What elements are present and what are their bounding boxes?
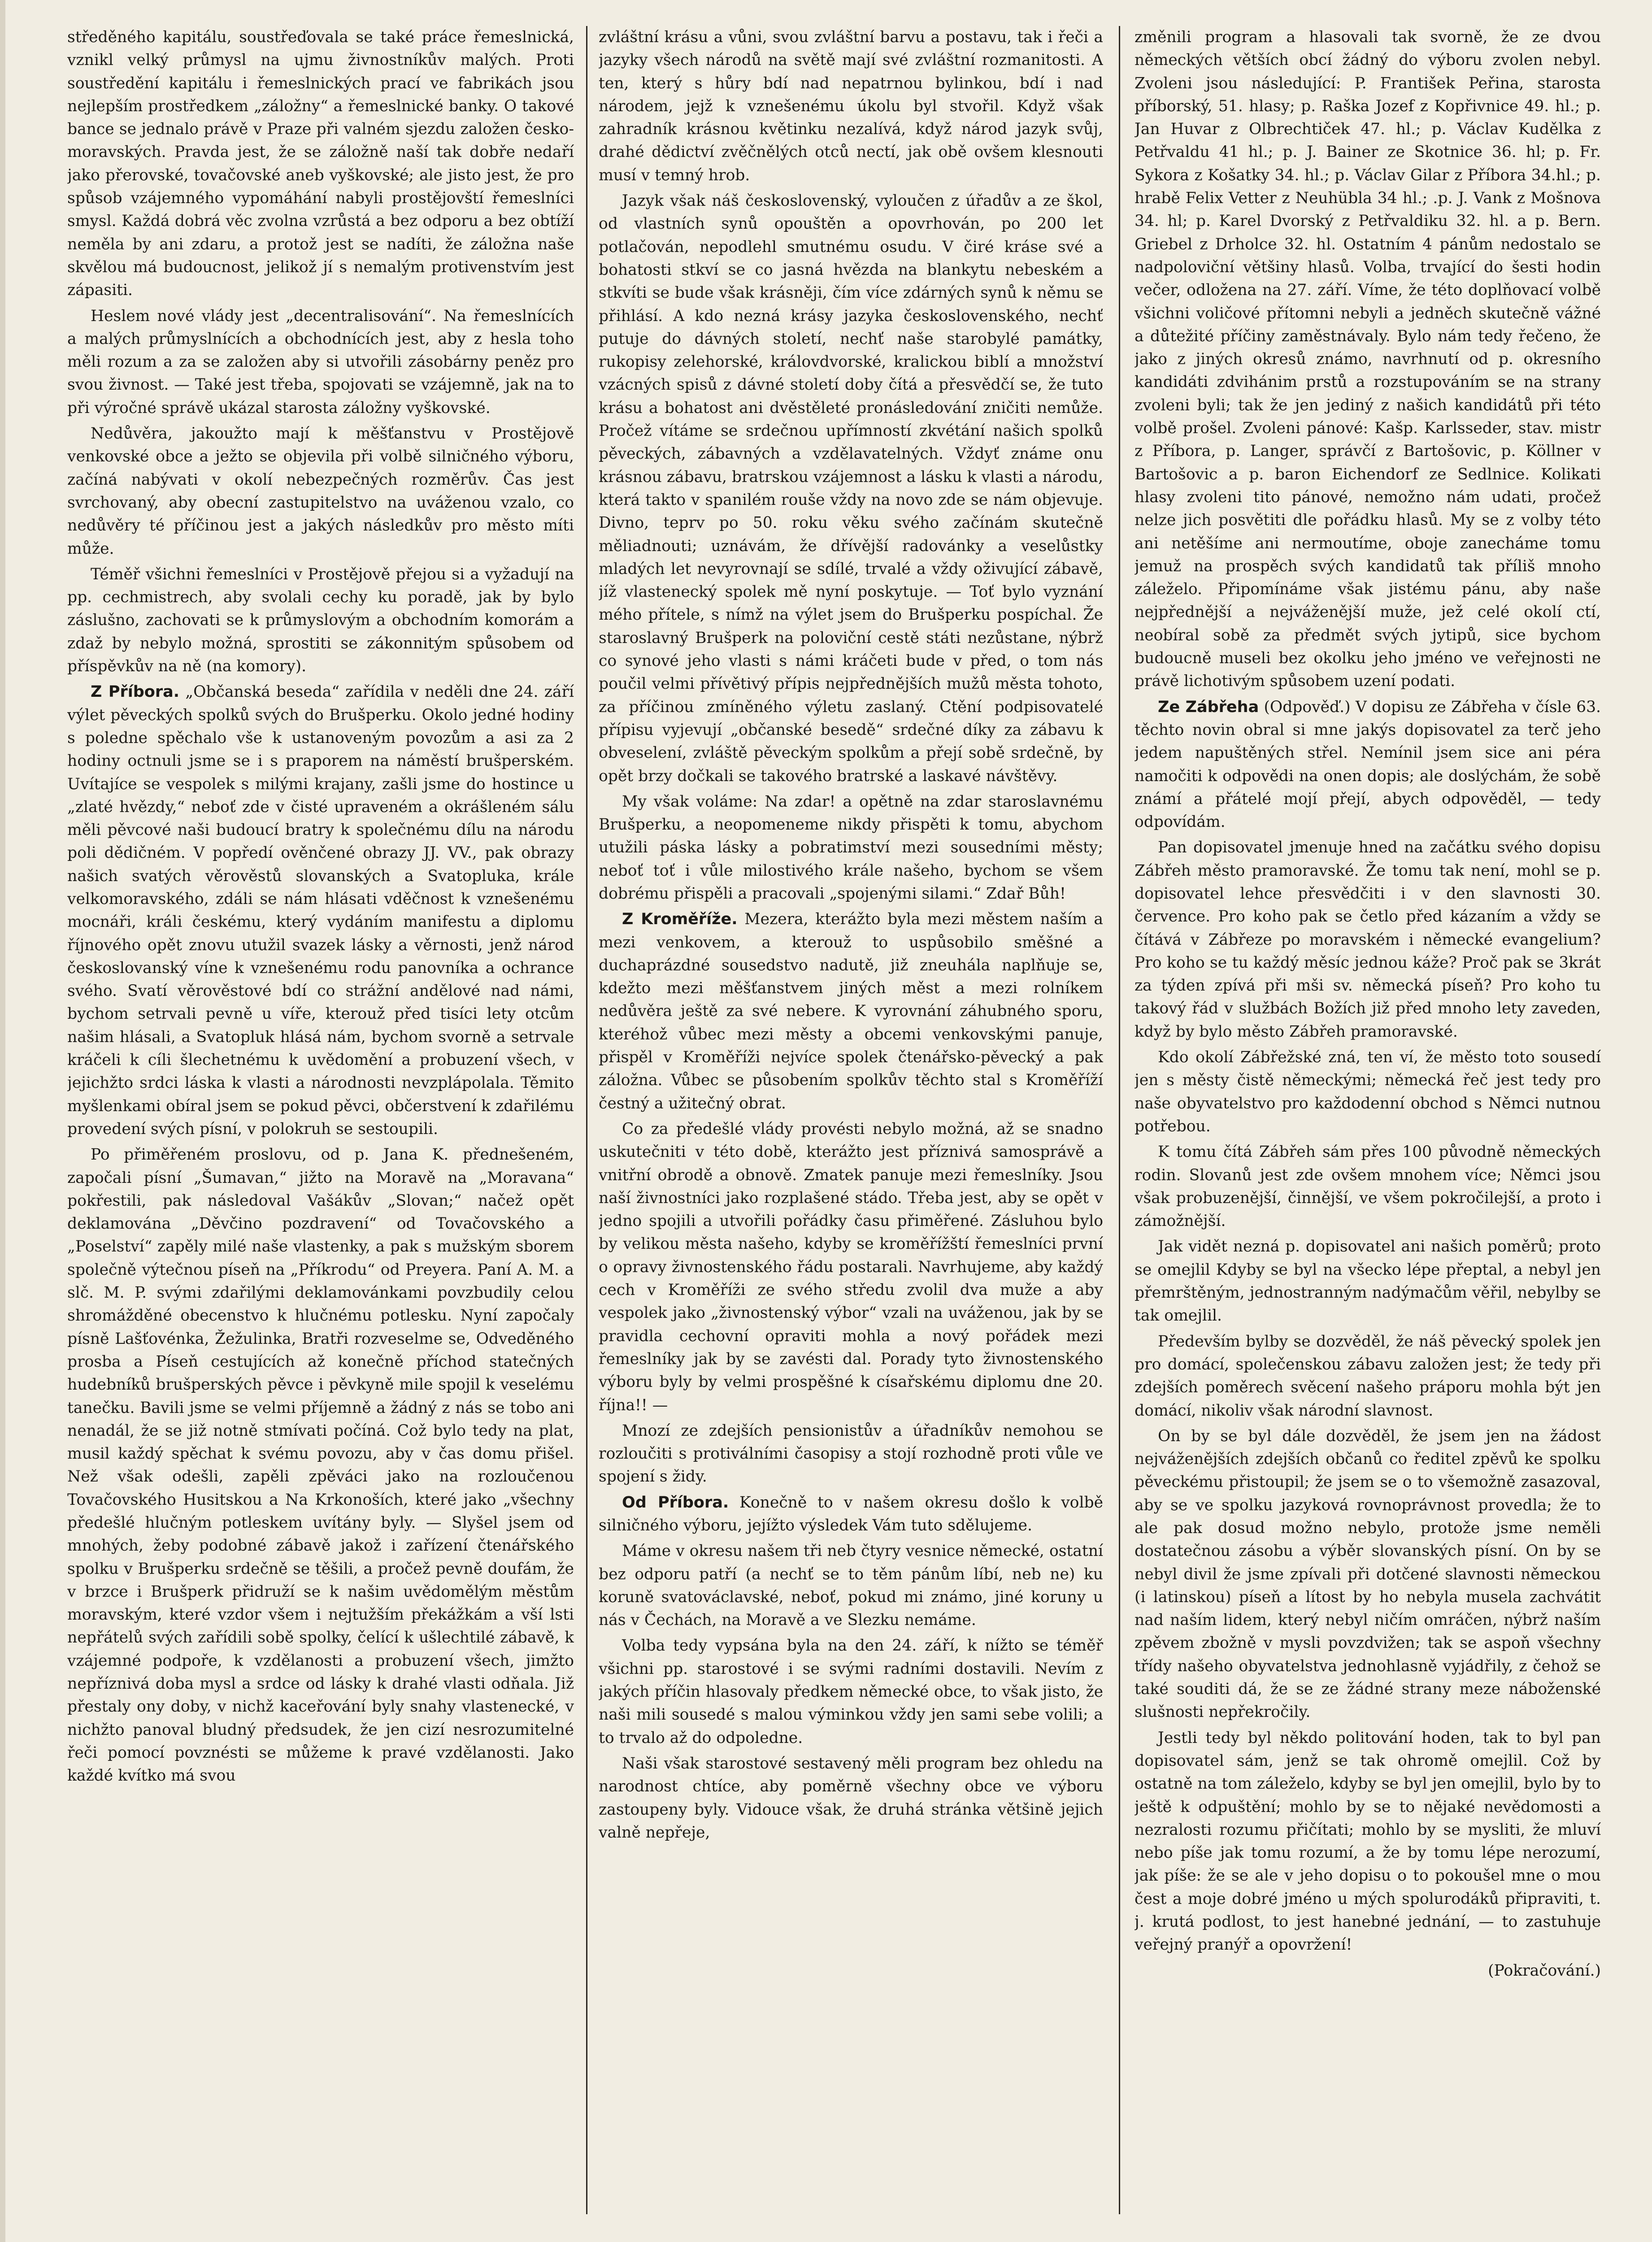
paragraph-text: K tomu čítá Zábřeh sám přes 100 původně německých rodin. Slovanů jest zde ovšem mnohem více; Němci jsou však probuzenější, činnější, ve všem pokročilejší, a proto i zámožnější. xyxy=(1135,1143,1601,1230)
paragraph-text: Jazyk však náš československý, vyloučen z úřadův a ze škol, od vlastních synů opouštěn a opovrhován, po 200 let potlačován, nepodlehl smutnému osudu. V čiré kráse své a bohatosti stkví se co jasná hvězda na blankytu nebeském a stkvíti se bude však krásněji, čím více zdárných synů k němu se přihlásí. A kdo nezná krásy jazyka československého, nechť putuje do dávných století, nechť naše starobylé památky, rukopisy zelehorské, královdvorské, kralickou biblí a množství vzácných spisů z dávné století doby čítá a přesvědčí se, že tuto krásu a bohatost ani dvěstěleté pronásledování zničiti nemůže. Pročež vítáme se srdečnou upřímností zkvétání našich spolků pěveckých, zábavných a vzdělavatelných. Vždyť známe onu krásnou zábavu, bratrskou vzájemnost a lásku k vlasti a národu, která takto v spanilém rouše vždy na novo zde se nám objevuje. Divno, teprv po 50. roku věku svého začínám skutečně měliadnouti; uznávám, že dřívější radovánky a veselůstky mladých let nevyrovnají se sdílé, trvalé a vždy oživující zábavě, jíž vlastenecký spolek mě nyní poskytuje. — Toť bylo vyznání mého přítele, s nímž na výlet jsem do Brušperku pospíchal. Že staroslavný Brušperk na poloviční cestě státi nezůstane, nýbrž co synové jeho vlasti s námi kráčeti bude v před, o tom nás poučil velmi přívětivý přípis nejpřednějších mužů města tohoto, za příčinou zmíněného výletu zaslaný. Ctění podpisovatelé přípisu vyjevují „občanské besedě“ srdečné díky za zábavu k obveselení, zvláště pěveckým spolkům a přejí sobě srdečně, by opět brzy dočkali se takového bratrské a laskavé návštěvy. xyxy=(599,192,1103,785)
article-paragraph xyxy=(1135,1960,1601,1982)
paragraph-text: Mezera, kterážto byla mezi městem naším a mezi venkovem, a kterouž to uspůsobilo směšné a duchaprázdné sousedstvo nadutě, již zneuhála naplňuje se, kdežto mezi měšťanstvem jiných měst a mezi rolníkem nedůvěra ještě za své nebere. K vyrovnání záhubného sporu, kteréhož vůbec mezi městy a obcemi venkovskými panuje, přispěl v Kroměříži nejvíce spolek čtenářsko-pěvecký a pak záložna. Vůbec se působením spolkův těchto stal s Kroměříží čestný a užitečný obrat. xyxy=(599,910,1103,1112)
paragraph-text: My však voláme: Na zdar! a opětně na zdar staroslavnému Brušperku, a neopomeneme nikdy přispěti k tomu, abychom utužili páska lásky a pobratimství mezi sousedními městy; neboť toť i vůle milostivého krále našeho, bychom se všem dobrému přispěli a pracovali „spojenými silami.“ Zdař Bůh! xyxy=(599,792,1103,903)
article-heading: Z Příbora. xyxy=(91,683,180,701)
paragraph-text: Heslem nové vlády jest „decentralisování“. Na řemeslnících a malých průmyslnících a obchodnících jest, aby z hesla toho měli rozum a za se založen aby si utvořili zásobárny peněz pro svou živnost. — Také jest třeba, spojovati se vzájemně, jak na to při výročné správě ukázal starosta záložny vyškovské. xyxy=(67,307,574,417)
newspaper-page xyxy=(67,26,1601,2214)
article-paragraph xyxy=(1135,1727,1601,1957)
column-divider xyxy=(586,26,587,2214)
paragraph-text: změnili program a hlasovali tak svorně, že ze dvou německých větších obcí žádný do výboru zvolen nebyl. Zvoleni jsou následující: P. František Peřina, starosta příborský, 51. hlasy; p. Raška Jozef z Kopřivnice 49. hl.; p. Jan Huvar z Olbrechtiček 47. hl.; p. Václav Kudělka z Petřvaldu 41 hl.; p. J. Bainer ze Skotnice 36. hl; p. Fr. Sykora z Košatky 34. hl.; p. Václav Gilar z Příbora 34.hl.; p. hrabě Felix Vetter z Neuhübla 34 hl.; .p. J. Vank z Mošnova 34. hl; p. Karel Dvorský z Petřvaldiku 32. hl. a p. Bern. Griebel z Drholce 32. hl. Ostatním 4 pánům nedostalo se nadpoloviční většiny hlasů. Volba, trvající do šesti hodin večer, odložena na 27. září. Víme, že této doplňovací volbě všichni voličové přítomni nebyli a jedněch skutečně vážné a důtežité příčiny zaměstnávaly. Bylo nám tedy řečeno, že jako z jiných okresů známo, navrhnutí od p. okresního kandidáti zdvihánim prstů a rozstupováním se na strany zvoleni byli; tak že jen jediný z našich kandidátů při této volbě prošel. Zvoleni pánové: Kašp. Karlsseder, stav. mistr z Příbora, p. Langer, správčí z Bartošovic, p. Köllner v Bartošovic a p. baron Eichendorf ze Sedlnice. Kolikati hlasy zvoleni tito pánové, nemožno nám udati, pročež nelze jich posvětiti dle pořádku hlasů. My se z volby této ani netěšíme ani nermoutíme, oboje zanecháme tomu jemuž na prospěch svých kandidatů tak příliš mnoho záleželo. Připomínáme však jistému pánu, aby naše nejpřednější a nejváženější muže, jež celé okolí ctí, neobíral sobě za předmět svých jytipů, sice bychom budoucně museli bez okolku jeho jméno ve veřejnosti ne právě lichotivým spůsobem uzení podati. xyxy=(1135,28,1601,691)
paragraph-text: Především bylby se dozvěděl, že náš pěvecký spolek jen pro domácí, společenskou zábavu založen jest; že tedy při zdejších poměrech svěcení našeho práporu mohla být jen domácí, nikoliv však národní slavnost. xyxy=(1135,1332,1601,1420)
column-1 xyxy=(67,26,574,2214)
paragraph-text: Pan dopisovatel jmenuje hned na začátku svého dopisu Zábřeh město pramoravské. Že tomu tak není, mohl se p. dopisovatel lehce přesvědčiti i v den slavnosti 30. července. Pro koho pak se četlo před kázaním a vždy se čítává v Zábřeze po moravském i německé evangelium? Pro koho se tu každý měsíc jednou káže? Proč pak se 3krát za týden zpívá při mši sv. německá píseň? Pro koho tu takový řád v službách Božích již před mnoho lety zaveden, když by bylo město Zábřeh pramoravské. xyxy=(1135,839,1601,1041)
paragraph-text: „Občanská beseda“ zařídila v neděli dne 24. září výlet pěveckých spolků svých do Brušperku. Okolo jedné hodiny s poledne spěchalo vše k ustanoveným povozům a asi za 2 hodiny octnuli jsme se i s praporem na náměstí brušperském. Uvítajíce se vespolek s milými krajany, zašli jsme do hostince u „zlaté hvězdy,“ neboť zde v čisté upraveném a okrášleném sálu měli pěvcové naši budoucí bratry k společnému dílu na národu poli dědičném. V popředí ověnčené obrazy JJ. VV., pak obrazy našich svatých věrověstů slovanských a Svatopluka, krále velkomoravského, zdáli se nám hlásati vděčnost k vznešenému mocnáři, králi českému, který vydáním manifestu a diplomu říjnového opět znovu utužil svazek lásky a věrnosti, jenž národ českoslovanský víne k vznešenému rodu panovníka a ochrance svého. Svatí věrověstové bdí co strážní andělové nad námi, bychom setrvali pevně u víře, kterouž před tisíci lety otcům našim hlásali, a Svatopluk hlásá nám, bychom svorně a setrvale kráčeli k cíli šlechetnému k uvědomění a probuzení všech, v jejichžto srdci láska k vlasti a národnosti nevzplápolala. Těmito myšlenkami obíral jsem se pokud pěvci, občerstvení k zdařilému provedení svých písní, v polokruh se sestoupili. xyxy=(67,683,574,1138)
paragraph-text: Mnozí ze zdejších pensionistův a úřadníkův nemohou se rozloučiti s protiválními časopisy a stojí rozhodně proti vůle ve spojení s židy. xyxy=(599,1421,1103,1486)
paragraph-text: (Odpověď.) V dopisu ze Zábřeha v čísle 63. těchto novin obral si mne jakýs dopisovatel za terč jeho jedem napuštěných střel. Nemínil jsem sice ani péra namočiti k odpovědi na onen dopis; ale doslýchám, že sobě známí a přátelé mojí přejí, abych odpověděl, — tedy odpovídám. xyxy=(1135,698,1601,831)
paragraph-text: Konečně to v našem okresu došlo k volbě silničného výboru, jejížto výsledek Vám tuto sdělujeme. xyxy=(599,1493,1103,1534)
article-paragraph xyxy=(67,563,574,678)
article-paragraph xyxy=(599,1752,1103,1844)
paragraph-text: Po přiměřeném proslovu, od p. Jana K. přednešeném, započali písní „Šumavan,“ jižto na Moravě na „Moravana“ pokřestili, pak následoval Vašákův „Slovan;“ načež opět deklamována „Děvčino pozdravení“ od Tovačovského a „Poselství“ zapěly milé naše vlastenky, a pak s mužským sborem společně výtečnou píseň na „Příkrodu“ od Preyera. Paní A. M. a slč. M. P. svými zdařilými deklamovánkami povzbudily celou shromážděné obecenstvo k hlučnému potlesku. Nyní započaly písně Lašťovénka, Žežulinka, Bratři rozveselme se, Odveděného prosba a Píseň cestujících až konečně příchod statečných hudebníků brušperských pěvce i pěvkyně mile spojil k veselému tanečku. Bavili jsme se velmi příjemně a žádný z nás se tobo ani nenadál, že se již notně stmívati počíná. Což bylo tedy na plat, musil každý spěchat k svému povozu, aby v čas domu přišel. Než však odešli, zapěli zpěváci jako na rozloučenou Tovačovského Husitskou a Na Krkonoších, které jako „všechny předešlé hlučným potleskem uvítány byly. — Slyšel jsem od mnohých, žeby podobné zábavě jakož i zařízení čtenářského spolku v Brušperku srdečně se těšili, a pročež pevně doufám, že v brzce i Brušperk přidruží se k našim uvědomělým městům moravským, které vzdor všem i nejtužším překážkám a vší lsti nepřátelů svých zařídili sobě spolky, čelící k ušlechtilé zábavě, k vzájemné podpoře, k vzdělanosti a probuzení všech, jimžto nepříznivá doba mysl a srdce od lásky k drahé vlasti odňala. Již přestaly ony doby, v nichž kaceřování byly snahy vlastenecké, v nichžto panoval bludný předsudek, že jen cizí nesrozumitelné řeči pomocí povznésti se můžeme k pravé vzdělanosti. Jako každé kvítko má svou xyxy=(67,1146,574,1785)
article-paragraph xyxy=(599,1118,1103,1417)
article-paragraph xyxy=(1135,1235,1601,1327)
paragraph-text: Naši však starostové sestavený měli program bez ohledu na narodnost chtíce, aby poměrně všechny obce ve výboru zastoupeny byly. Vidouce však, že druhá stránka většině jejich valně nepřeje, xyxy=(599,1754,1103,1842)
paragraph-text: Nedůvěra, jakoužto mají k měšťanstvu v Prostějově venkovské obce a ježto se objevila při volbě silničného výboru, začíná nabývati v okolí nebezpečných rozměrův. Čas jest svrchovaný, aby obecní zastupitelstvo na uváženou vzalo, co nedůvěry té příčinou jest a jakých následkův pro město míti může. xyxy=(67,425,574,558)
paragraph-text: Jak vidět nezná p. dopisovatel ani našich poměrů; proto se omejlil Kdyby se byl na všecko lépe přeptal, a nebyl jen přemrštěným, jednostranným nadýmačům věřil, nebylby se tak omejlil. xyxy=(1135,1238,1601,1325)
article-paragraph xyxy=(599,1540,1103,1632)
paragraph-text: Kdo okolí Zábřežské zná, ten ví, že město toto sousedí jen s městy čistě německými; německá řeč jest tedy pro naše obyvatelstvo pro každodenní obchod s Němci nutnou potřebou. xyxy=(1135,1048,1601,1135)
article-heading: Ze Zábřeha xyxy=(1158,698,1259,716)
article-paragraph xyxy=(599,791,1103,905)
article-paragraph xyxy=(599,26,1103,187)
article-paragraph xyxy=(1135,1330,1601,1422)
article-paragraph xyxy=(1135,1141,1601,1233)
column-divider xyxy=(1119,26,1120,2214)
article-paragraph xyxy=(599,908,1103,1115)
article-paragraph xyxy=(67,681,574,1141)
paragraph-text: On by se byl dále dozvěděl, že jsem jen na žádost nejváženějších zdejších občanů co ředitel zpěvů ke spolku pěveckému přistoupil; že jsem se o to všemožně zasazoval, aby se ve spolku jazyková rovnoprávnost provedla; že to ale pak dosud možno nebylo, protože jsme neměli dostatečnou zásobu a výběr slovanských písní. On by se nebyl divil že jsme zpívali při dotčené slavnosti německou (i latinskou) píseň a lítost by ho nebyla musela zachvátit nad naším lidem, který nebyl ničím omráčen, nýbrž naším zpěvem zbožně v mysli povzdvižen; tak se aspoň všechny třídy našeho obyvatelstva jednohlasně vyjádřily, z čehož se také souditi dá, že se ze žádné strany meze náboženské slušnosti nepřekročily. xyxy=(1135,1427,1601,1721)
article-paragraph xyxy=(599,1634,1103,1749)
paragraph-text: Co za předešlé vlády provésti nebylo možná, až se snadno uskutečniti v této době, kterážto jest příznivá samosprávě a vnitřní obrodě a obnově. Zmatek panuje mezi řemeslníky. Jsou naší živnostníci jako rozplašené stádo. Třeba jest, aby se opět v jedno spojili a utvořili pořádky času přiměřené. Zásluhou bylo by velikou města našeho, kdyby se kroměřížští řemeslníci první o opravy živnostenského řádu postarali. Navrhujeme, aby každý cech v Kroměříži ze svého středu zvolil dva muže a aby vespolek jako „živnostenský výbor“ vzali na uváženou, jak by se pravidla cechovní opraviti mohla a nový pořádek mezi řemeslníky jak by se zavésti dal. Porady tyto živnostenského výboru byly by velmi prospěšné k císařskému diplomu dne 20. října!! — xyxy=(599,1120,1103,1414)
column-3 xyxy=(1135,26,1601,2214)
paragraph-text: Volba tedy vypsána byla na den 24. září, k nížto se téměř všichni pp. starostové i se svými radními dostavili. Nevím z jakých příčin hlasovaly předkem německé obce, to však jisto, že naši mili sousedé s malou výminkou vždy jen sami sebe volili; a to trvalo až do odpoledne. xyxy=(599,1637,1103,1747)
article-paragraph xyxy=(67,1143,574,1787)
article-paragraph xyxy=(1135,26,1601,693)
article-heading: Z Kroměříže. xyxy=(622,910,738,929)
article-paragraph xyxy=(67,26,574,302)
article-paragraph xyxy=(1135,836,1601,1043)
paragraph-text: Jestli tedy byl někdo politování hoden, tak to byl pan dopisovatel sám, jenž se tak ohromě omejlil. Což by ostatně na tom záleželo, kdyby se byl jen omejlil, bylo by to ještě k odpuštění; mohlo by se to nějaké nevědomosti a nezralosti rozumu přičítati; mohlo by se mysliti, že mluví nebo píše jak tomu rozumí, a že by tomu lépe nerozumí, jak píše: že se ale v jeho dopisu o to pokoušel mne o mou čest a moje dobré jméno u mých spolurodáků připraviti, t. j. krutá podlost, to jest hanebné jednání, — to zastuhuje veřejný pranýř a opovržení! xyxy=(1135,1729,1601,1954)
article-heading: Od Příbora. xyxy=(622,1493,729,1512)
article-paragraph xyxy=(1135,696,1601,834)
article-paragraph xyxy=(1135,1425,1601,1724)
paragraph-text: Máme v okresu našem tři neb čtyry vesnice německé, ostatní bez odporu patří (a nechť se to těm pánům líbí, neb ne) ku koruně svatováclavské, neboť, pokud mi známo, jiné koruny u nás v Čechách, na Moravě a ve Slezku nemáme. xyxy=(599,1542,1103,1629)
article-paragraph xyxy=(1135,1046,1601,1138)
paragraph-text: Téměř všichni řemeslníci v Prostějově přejou si a vyžadují na pp. cechmistrech, aby svolali cechy ku poradě, jak by bylo záslušno, zachovati se k průmyslovým a obchodním komorám a zdaž by nebylo možná, sprostiti se zákonnitým spůsobem od příspěvkův na ně (na komory). xyxy=(67,565,574,676)
article-paragraph xyxy=(599,190,1103,788)
article-paragraph xyxy=(67,305,574,420)
paragraph-text: (Pokračování.) xyxy=(1488,1961,1601,1980)
article-paragraph xyxy=(599,1491,1103,1538)
article-paragraph xyxy=(67,422,574,560)
scan-edge xyxy=(0,0,5,2242)
paragraph-text: zvláštní krásu a vůni, svou zvláštní barvu a postavu, tak i řeči a jazyky všech národů na světě mají své zvláštní rozmanitosti. A ten, který s hůry bdí nad nepatrnou bylinkou, bdí i nad národem, jejž k vznešenému úkolu byl stvořil. Když však zahradník krásnou květinku nezalívá, když národ jazyk svůj, drahé dědictví zvěčnělých otců nectí, jak obě ovšem klesnouti musí v temný hrob. xyxy=(599,28,1103,184)
paragraph-text: středěného kapitálu, soustřeďovala se také práce řemeslnická, vznikl velký průmysl na ujmu živnostníkův malých. Proti soustředění kapitálu i řemeslnických prací ve fabrikách jsou nejlepším prostředkem „záložny“ a řemeslnické banky. O takové bance se jednalo právě v Praze při valném sjezdu založen česko-moravských. Pravda jest, že se záložně naší tak dobře nedaří jako přerovské, tovačovské aneb vyškovské; ale jisto jest, že pro spůsob vzájemného vypomáhání nabyli prostějovští řemeslníci smysl. Každá dobrá věc zvolna vzrůstá a bez odporu a bez obtíží neměla by ani zdaru, a protož jest se nadíti, že záložna naše skvělou má budoucnost, jelikož jí s nemalým protivenstvím jest zápasiti. xyxy=(67,28,574,300)
column-2 xyxy=(599,26,1103,2214)
article-paragraph xyxy=(599,1420,1103,1489)
